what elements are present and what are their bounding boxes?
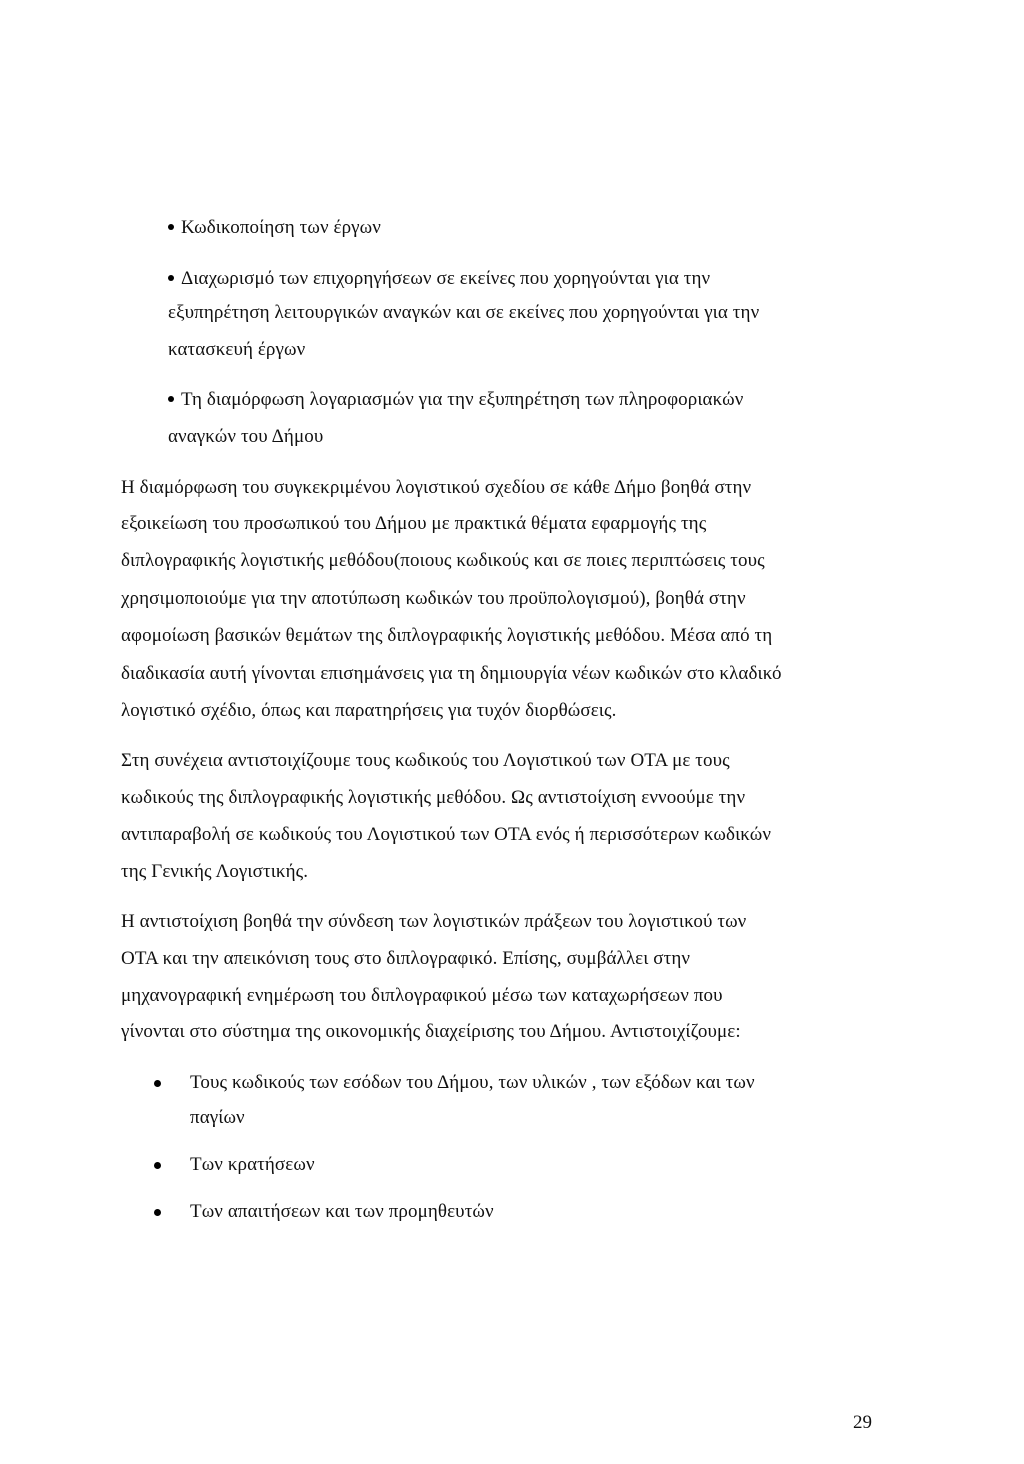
bullet-icon xyxy=(154,1162,161,1169)
list-item: Διαχωρισμό των επιχορηγήσεων σε εκείνες που χορηγούνται για την xyxy=(168,267,874,291)
list-item: Των απαιτήσεων και των προμηθευτών xyxy=(190,1201,494,1222)
list-item: Τη διαμόρφωση λογαριασμών για την εξυπηρέτηση των πληροφοριακών xyxy=(168,388,743,412)
bullet-icon xyxy=(154,1080,161,1087)
list-item: Κωδικοποίηση των έργων xyxy=(168,216,381,240)
list-item-continuation: κατασκευή έργων xyxy=(168,339,306,360)
bullet-icon xyxy=(154,1209,161,1216)
bullet-icon xyxy=(168,396,174,402)
bullet-icon xyxy=(168,275,174,281)
page-number: 29 xyxy=(853,1412,872,1433)
bullet-icon xyxy=(168,224,174,230)
list-item: Τους κωδικούς των εσόδων του Δήμου, των υλικών , των εξόδων και των xyxy=(190,1072,755,1093)
document-page: Κωδικοποίηση των έργων Διαχωρισμό των επιχορηγήσεων σε εκείνες που χορηγούνται για την εξυπηρέτηση λειτουργικών αναγκών και σε εκείνες που χορηγούνται για την κατασκευή έργων Τη διαμόρφωση λογαριασμών για την εξυπηρέτηση των πληροφοριακών αναγκών του Δήμου Η διαμόρφωση του συγκεκριμένου λογιστικού σχεδίου σε κάθε Δήμο βοηθά στην εξοικείωση του προσωπικού του Δήμου με πρακτικά θέματα εφαρμογής της διπλογραφικής λογιστικής μεθόδου(ποιους κωδικούς και σε ποιες περιπτώσεις τους χρησιμοποιούμε για την αποτύπωση κωδικών του προϋπολογισμού), βοηθά στην αφομοίωση βασικών θεμάτων της διπλογραφικής λογιστικής μεθόδου. Μέσα από τη διαδικασία αυτή γίνονται επισημάνσεις για τη δημιουργία νέων κωδικών στο κλαδικό λογιστικό σχέδιο, όπως και παρατηρήσεις για τυχόν διορθώσεις. Στη συνέχεια αντιστοιχίζουμε τους κωδικούς του Λογιστικού των ΟΤΑ με τους κωδικούς της διπλογραφικής λογιστικής μεθόδου. Ως αντιστοίχιση εννοούμε την αντιπαραβολή σε κωδικούς του Λογιστικού των ΟΤΑ ενός ή περισσότερων κωδικών της Γενικής Λογιστικής. Η αντιστοίχιση βοηθά την σύνδεση των λογιστικών πράξεων του λογιστικού των ΟΤΑ και την απεικόνιση τους στο διπλογραφικό. Επίσης, συμβάλλει στην μηχανογραφική ενημέρωση του διπλογραφικού μέσω των καταχωρήσεων που γίνονται στο σύστημα της οικονομικής διαχείρισης του Δήμου. Αντιστοιχίζουμε: Τους κωδικούς των εσόδων του Δήμου, των υλικών , των εξόδων και των παγίων Των κρατήσεων Των απαιτήσεων και των προμηθευτών 29 xyxy=(0,0,1024,1464)
list-item-continuation: εξυπηρέτηση λειτουργικών αναγκών και σε εκείνες που χορηγούνται για την xyxy=(168,302,760,323)
list-item-continuation: αναγκών του Δήμου xyxy=(168,426,324,447)
list-item: Των κρατήσεων xyxy=(190,1154,315,1175)
list-item-continuation: παγίων xyxy=(190,1107,245,1128)
